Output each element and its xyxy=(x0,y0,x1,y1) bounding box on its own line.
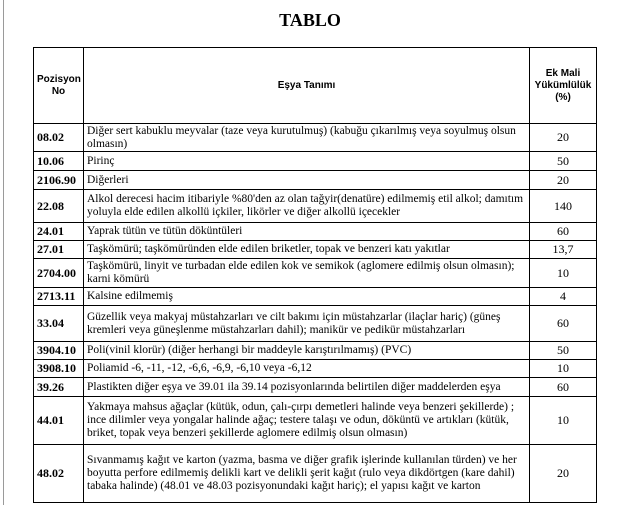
cell-description: Plastikten diğer eşya ve 39.01 ila 39.14 pozisyonlarında belirtilen diğer maddelerden eşya xyxy=(84,378,530,397)
cell-description: Yakmaya mahsus ağaçlar (kütük, odun, çalı-çırpı demetleri halinde veya benzeri şekillerde) ; ince dilimler veya yongalar halinde ağaç; testere talaşı ve odun, döküntü ve artıkları (kütük, briket, topak veya benzeri şekillerde aglomere edilmiş olsun olmasın) xyxy=(84,397,530,445)
table-row xyxy=(34,342,597,360)
tariff-table xyxy=(33,47,597,503)
cell-rate: 60 xyxy=(530,306,597,342)
cell-rate: 50 xyxy=(530,152,597,171)
cell-rate: 20 xyxy=(530,445,597,503)
cell-description: Kalsine edilmemiş xyxy=(84,288,530,306)
header-description: Eşya Tanımı xyxy=(84,48,530,124)
cell-description: Alkol derecesi hacim itibariyle %80'den az olan tağyir(denatüre) edilmemiş etil alkol; damıtım yoluyla elde edilen alkollü içkiler, likörler ve diğer alkollü içecekler xyxy=(84,190,530,223)
cell-rate: 20 xyxy=(530,124,597,152)
cell-description: Pirinç xyxy=(84,152,530,171)
page-title: TABLO xyxy=(279,10,341,30)
cell-description: Poliamid -6, -11, -12, -6,6, -6,9, -6,10 veya -6,12 xyxy=(84,360,530,378)
table-row xyxy=(34,152,597,171)
header-code: Pozisyon No xyxy=(34,48,84,124)
table-row xyxy=(34,124,597,152)
cell-description: Poli(vinil klorür) (diğer herhangi bir maddeyle karıştırılmamış) (PVC) xyxy=(84,342,530,360)
cell-rate: 4 xyxy=(530,288,597,306)
cell-code: 2704.00 xyxy=(34,259,84,288)
table-row xyxy=(34,306,597,342)
table-row xyxy=(34,241,597,259)
cell-description: Taşkömürü, linyit ve turbadan elde edilen kok ve semikok (aglomere edilmiş olsun olmasın); karni kömürü xyxy=(84,259,530,288)
table-row xyxy=(34,360,597,378)
table-row xyxy=(34,445,597,503)
cell-code: 10.06 xyxy=(34,152,84,171)
cell-code: 44.01 xyxy=(34,397,84,445)
table-row xyxy=(34,288,597,306)
cell-rate: 10 xyxy=(530,259,597,288)
cell-rate: 140 xyxy=(530,190,597,223)
cell-code: 39.26 xyxy=(34,378,84,397)
cell-code: 08.02 xyxy=(34,124,84,152)
cell-rate: 20 xyxy=(530,171,597,190)
cell-description: Diğer sert kabuklu meyvalar (taze veya kurutulmuş) (kabuğu çıkarılmış veya soyulmuş olsun olmasın) xyxy=(84,124,530,152)
cell-rate: 13,7 xyxy=(530,241,597,259)
cell-rate: 60 xyxy=(530,378,597,397)
cell-rate: 10 xyxy=(530,360,597,378)
cell-description: Sıvanmamış kağıt ve karton (yazma, basma ve diğer grafik işlerinde kullanılan türden) ve her boyutta perfore edilmemiş delikli kart ve delikli şerit kağıt (rulo veya dikdörtgen (kare dahil) tabaka halinde) (48.01 ve 48.03 pozisyonundaki kağıt hariç); el yapısı kağıt ve karton xyxy=(84,445,530,503)
cell-description: Diğerleri xyxy=(84,171,530,190)
cell-code: 33.04 xyxy=(34,306,84,342)
page-edge-line xyxy=(3,0,4,505)
cell-code: 27.01 xyxy=(34,241,84,259)
cell-description: Yaprak tütün ve tütün döküntüleri xyxy=(84,223,530,241)
cell-code: 24.01 xyxy=(34,223,84,241)
table-row xyxy=(34,190,597,223)
cell-code: 48.02 xyxy=(34,445,84,503)
table-row xyxy=(34,223,597,241)
table-row xyxy=(34,171,597,190)
table-row xyxy=(34,259,597,288)
table-row xyxy=(34,378,597,397)
cell-code: 2106.90 xyxy=(34,171,84,190)
cell-rate: 60 xyxy=(530,223,597,241)
cell-rate: 10 xyxy=(530,397,597,445)
table-header-row xyxy=(34,48,597,124)
cell-rate: 50 xyxy=(530,342,597,360)
cell-code: 2713.11 xyxy=(34,288,84,306)
cell-description: Güzellik veya makyaj müstahzarları ve cilt bakımı için müstahzarlar (ilaçlar hariç) (güneş kremleri veya güneşlenme müstahzarları dahil); manikür ve pedikür müstahzarları xyxy=(84,306,530,342)
header-rate: Ek Mali Yükümlülük (%) xyxy=(530,48,597,124)
cell-code: 22.08 xyxy=(34,190,84,223)
table-row xyxy=(34,397,597,445)
cell-code: 3908.10 xyxy=(34,360,84,378)
cell-code: 3904.10 xyxy=(34,342,84,360)
cell-description: Taşkömürü; taşkömüründen elde edilen briketler, topak ve benzeri katı yakıtlar xyxy=(84,241,530,259)
